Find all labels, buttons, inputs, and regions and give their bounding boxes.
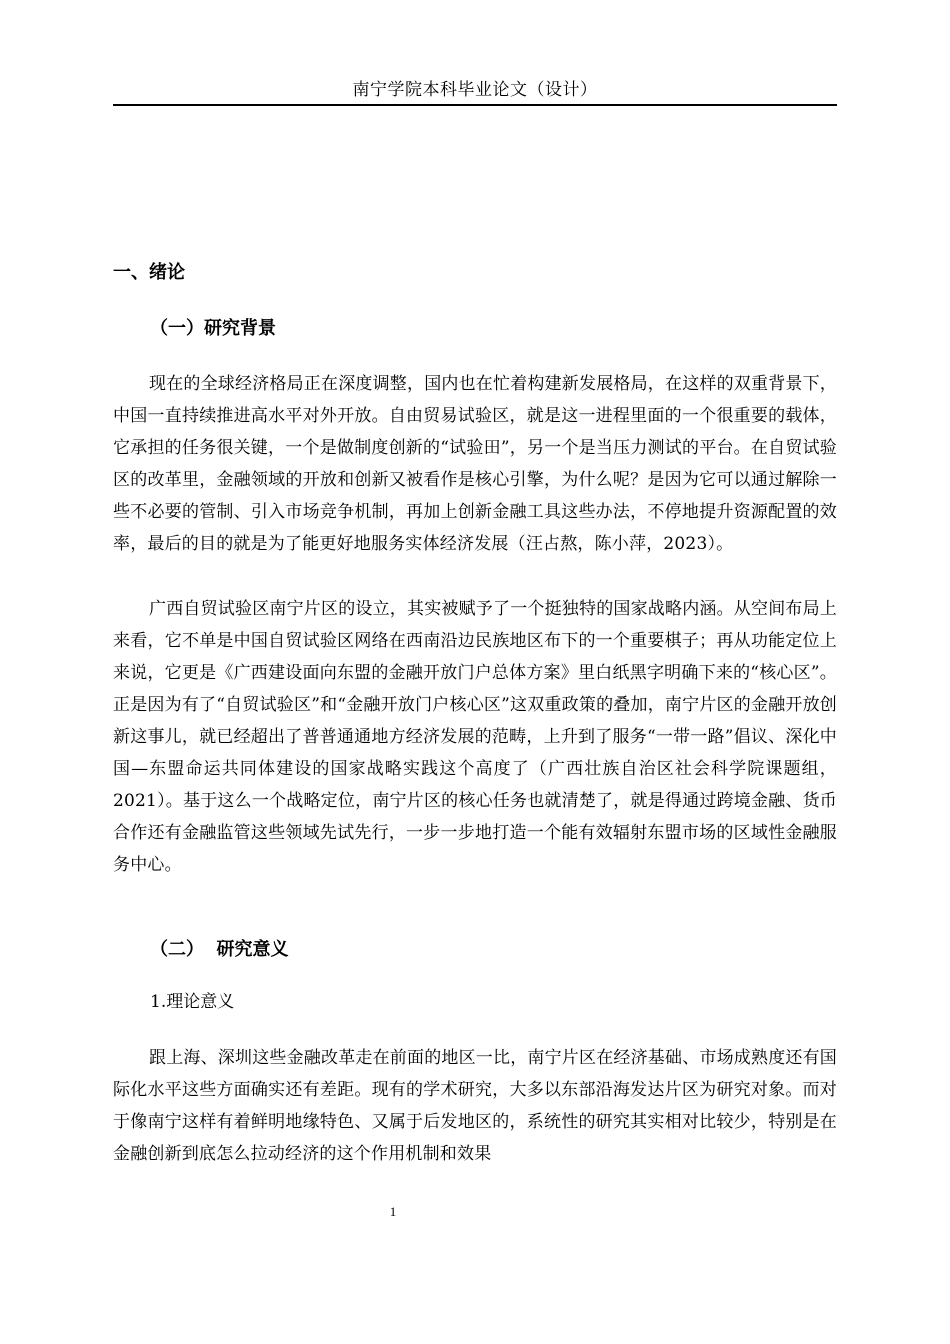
- section-heading-significance: （二） 研究意义: [150, 939, 289, 960]
- subsection-heading-theory: 1.理论意义: [150, 992, 235, 1012]
- page-number: 1: [389, 1204, 397, 1219]
- body-paragraph: 跟上海、深圳这些金融改革走在前面的地区一比，南宁片区在经济基础、市场成熟度还有国际化水平这些方面确实还有差距。现有的学术研究，大多以东部沿海发达片区为研究对象。而对于像南宁这样有着鲜明地缘特色、又属于后发地区的，系统性的研究其实相对比较少，特别是在金融创新到底怎么拉动经济的这个作用机制和效果: [113, 1048, 837, 1164]
- chapter-heading: 一、绪论: [113, 262, 185, 283]
- section-heading-background: （一）研究背景: [150, 318, 276, 339]
- body-paragraph: 广西自贸试验区南宁片区的设立，其实被赋予了一个挺独特的国家战略内涵。从空间布局上来看，它不单是中国自贸试验区网络在西南沿边民族地区布下的一个重要棋子；再从功能定位上来说，它更是《广西建设面向东盟的金融开放门户总体方案》里白纸黑字明确下来的“核心区”。正是因为有了“自贸试验区”和“金融开放门户核心区”这双重政策的叠加，南宁片区的金融开放创新这事儿，就已经超出了普普通通地方经济发展的范畴，上升到了服务“一带一路”倡议、深化中国—东盟命运共同体建设的国家战略实践这个高度了（广西壮族自治区社会科学院课题组，2021）。基于这么一个战略定位，南宁片区的核心任务也就清楚了，就是得通过跨境金融、货币合作还有金融监管这些领域先试先行，一步一步地打造一个能有效辐射东盟市场的区域性金融服务中心。: [113, 599, 837, 875]
- body-paragraph: 现在的全球经济格局正在深度调整，国内也在忙着构建新发展格局，在这样的双重背景下，中国一直持续推进高水平对外开放。自由贸易试验区，就是这一进程里面的一个很重要的载体，它承担的任务很关键，一个是做制度创新的“试验田”，另一个是当压力测试的平台。在自贸试验区的改革里，金融领域的开放和创新又被看作是核心引擎，为什么呢？是因为它可以通过解除一些不必要的管制、引入市场竞争机制，再加上创新金融工具这些办法，不停地提升资源配置的效率，最后的目的就是为了能更好地服务实体经济发展（汪占熬，陈小萍，2023）。: [113, 374, 837, 554]
- running-header: 南宁学院本科毕业论文（设计）: [113, 78, 837, 106]
